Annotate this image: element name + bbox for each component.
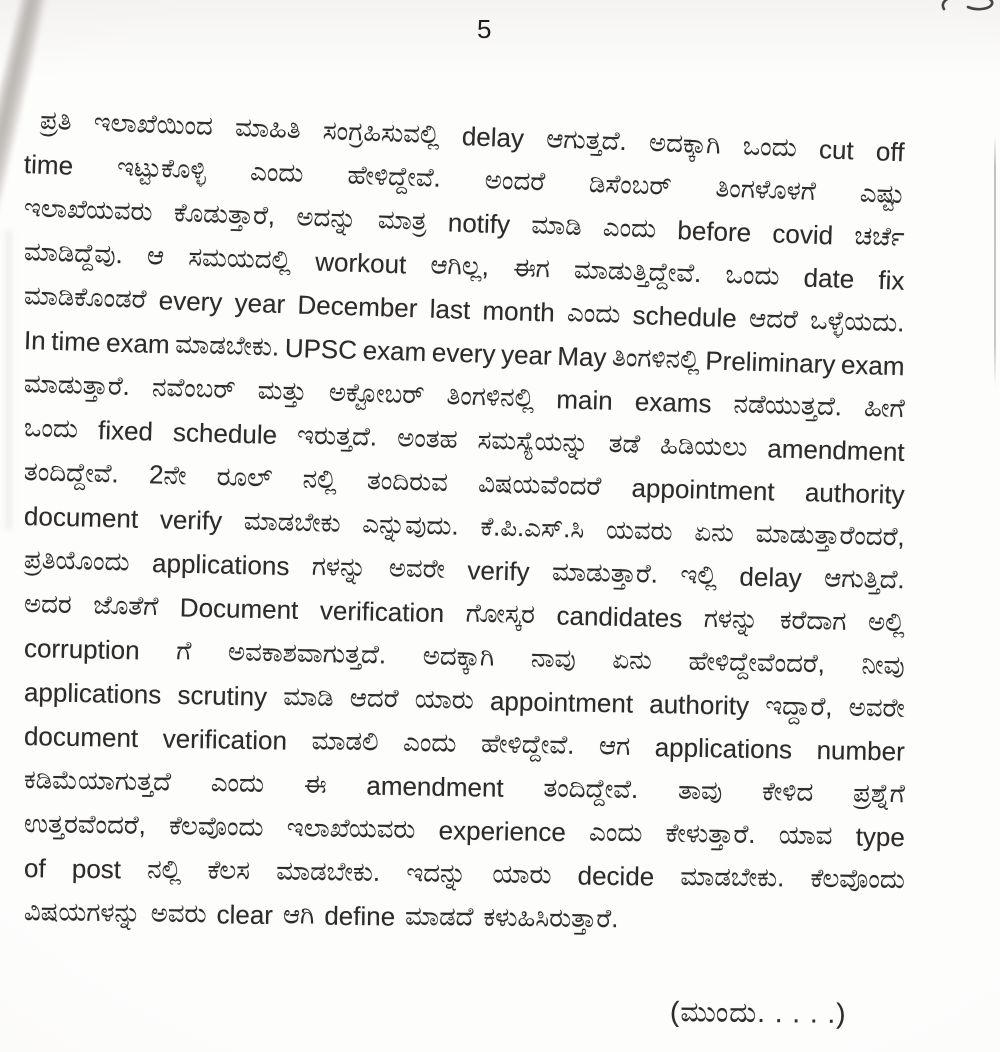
text-line: ಮಾಡಿಕೊಂಡರೆ every year December last month ಎಂದು schedule ಆದರೆ ಒಳ್ಳೆಯದು. (23, 280, 906, 338)
left-edge-shadow (6, 230, 14, 530)
text-line: ಇಲಾಖೆಯವರು ಕೊಡುತ್ತಾರೆ, ಅದನ್ನು ಮಾತ್ರ notify ಮಾಡಿ ಎಂದು before covid ಚರ್ಚೆ (23, 192, 905, 252)
continuation-note: (ಮುಂದು. . . . .) (669, 996, 847, 1029)
text-line: ಪ್ರತಿಯೊಂದು applications ಗಳನ್ನು ಅವರೇ verify ಮಾಡುತ್ತಾರೆ. ಇಲ್ಲಿ delay ಆಗುತ್ತಿದೆ. (23, 544, 906, 595)
body-text (24, 98, 905, 934)
paper-edge-line (994, 136, 996, 388)
text-line: ಕಡಿಮೆಯಾಗುತ್ತದೆ ಎಂದು ಈ amendment ತಂದಿದ್ದೇವೆ. ತಾವು ಕೇಳಿದ ಪ್ರಶ್ನೆಗೆ (23, 764, 906, 809)
text-line: document verify ಮಾಡಬೇಕು ಎನ್ನುವುದು. ಕೆ.ಪಿ.ಎಸ್.ಸಿ ಯವರು ಏನು ಮಾಡುತ್ತಾರೆಂದರೆ, (23, 500, 906, 552)
text-line: ಉತ್ತರವೆಂದರೆ, ಕೆಲವೊಂದು ಇಲಾಖೆಯವರು experience ಎಂದು ಕೇಳುತ್ತಾರೆ. ಯಾವ type (23, 808, 906, 852)
text-line: ಮಾಡಿದ್ದೆವು. ಆ ಸಮಯದಲ್ಲಿ workout ಆಗಿಲ್ಲ, ಈಗ ಮಾಡುತ್ತಿದ್ದೇವೆ. ಒಂದು date fix (23, 236, 905, 296)
text-line: In time exam ಮಾಡಬೇಕು. UPSC exam every year May ತಿಂಗಳಿನಲ್ಲಿ Preliminary exam (23, 324, 906, 381)
text-line: ಪ್ರತಿ ಇಲಾಖೆಯಿಂದ ಮಾಹಿತಿ ಸಂಗ್ರಹಿಸುವಲ್ಲಿ delay ಆಗುತ್ತದೆ. ಅದಕ್ಕಾಗಿ ಒಂದು cut off (39, 104, 905, 167)
text-line: applications scrutiny ಮಾಡಿ ಆದರೆ ಯಾರು appointment authority ಇದ್ದಾರೆ, ಅವರೇ (23, 676, 906, 723)
text-line: corruption ಗೆ ಅವಕಾಶವಾಗುತ್ತದೆ. ಅದಕ್ಕಾಗಿ ನಾವು ಏನು ಹೇಳಿದ್ದೇವೆಂದರೆ, ನೀವು (23, 632, 906, 680)
text-line: ತಂದಿದ್ದೇವೆ. 2ನೇ ರೂಲ್ ನಲ್ಲಿ ತಂದಿರುವ ವಿಷಯವೆಂದರೆ appointment authority (23, 456, 906, 510)
text-line: ಒಂದು fixed schedule ಇರುತ್ತದೆ. ಅಂತಹ ಸಮಸ್ಯೆಯನ್ನು ತಡೆ ಹಿಡಿಯಲು amendment (23, 412, 906, 467)
text-line: ಮಾಡುತ್ತಾರೆ. ನವೆಂಬರ್ ಮತ್ತು ಅಕ್ಟೋಬರ್ ತಿಂಗಳಿನಲ್ಲಿ main exams ನಡೆಯುತ್ತದೆ. ಹೀಗೆ (23, 368, 906, 424)
text-line: document verification ಮಾಡಲಿ ಎಂದು ಹೇಳಿದ್ದೇವೆ. ಆಗ applications number (23, 720, 906, 767)
text-line: ಅದರ ಜೊತೆಗೆ Document verification ಗೋಸ್ಕರ candidates ಗಳನ್ನು ಕರೆದಾಗ ಅಲ್ಲಿ (23, 588, 906, 638)
page-number: 5 (477, 14, 492, 44)
text-line: time ಇಟ್ಟುಕೊಳ್ಳಿ ಎಂದು ಹೇಳಿದ್ದೇವೆ. ಅಂದರೆ ಡಿಸೆಂಬರ್ ತಿಂಗಳೊಳಗೆ ಎಷ್ಟು (23, 148, 905, 210)
pen-mark-icon (938, 0, 998, 18)
text-line: ವಿಷಯಗಳನ್ನು ಅವರು clear ಆಗಿ define ಮಾಡದೆ ಕಳುಹಿಸಿರುತ್ತಾರೆ. (23, 896, 619, 934)
text-line: of post ನಲ್ಲಿ ಕೆಲಸ ಮಾಡಬೇಕು. ಇದನ್ನು ಯಾರು decide ಮಾಡಬೇಕು. ಕೆಲವೊಂದು (23, 852, 906, 894)
